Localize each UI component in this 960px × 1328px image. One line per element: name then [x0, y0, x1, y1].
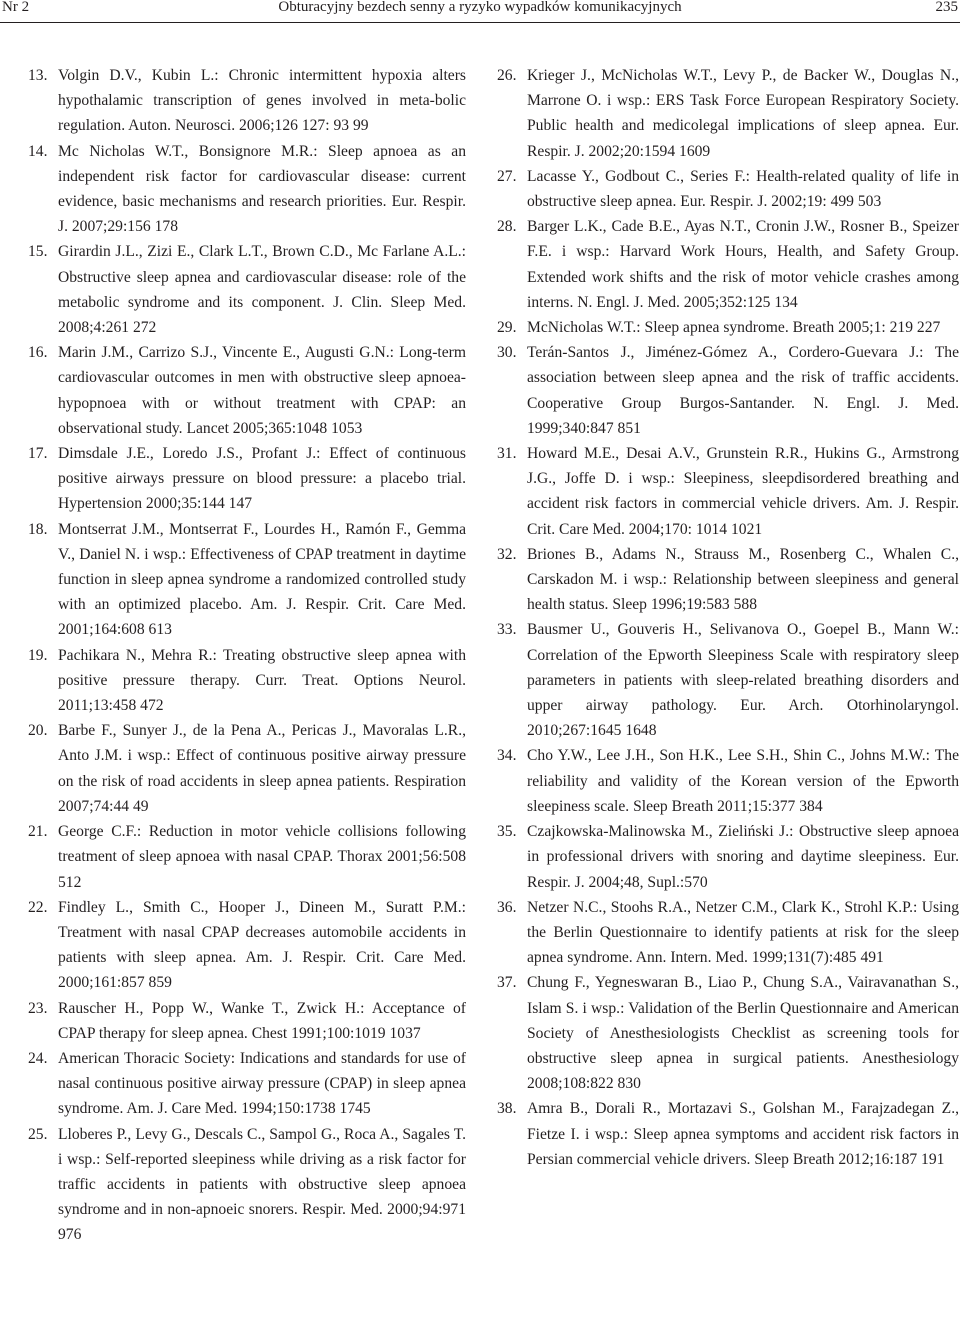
running-title: Obturacyjny bezdech senny a ryzyko wypadków komunikacyjnych	[278, 0, 682, 15]
reference-text: Terán-Santos J., Jiménez-Gómez A., Cordero-Guevara J.: The association between sleep apnea and the risk of traffic accidents. Cooperative Group Burgos-Santander. N. Engl. J. Med. 1999;340:847 851	[527, 344, 959, 437]
reference-item	[497, 164, 959, 214]
reference-number: 35.	[497, 823, 517, 841]
reference-text: Bausmer U., Gouveris H., Selivanova O., Goepel B., Mann W.: Correlation of the Epworth Sleepiness Scale with respiratory sleep parameters in patients with sleep-related breathing disorders and upper airway pathology. Eur. Arch. Otorhinolaryngol. 2010;267:1645 1648	[527, 621, 959, 740]
reference-number: 25.	[28, 1125, 48, 1143]
reference-number: 33.	[497, 621, 517, 639]
reference-number: 24.	[28, 1049, 48, 1067]
reference-text: Barger L.K., Cade B.E., Ayas N.T., Cronin J.W., Rosner B., Speizer F.E. i wsp.: Harvard Work Hours, Health, and Safety Group. Extended work shifts and the risk of motor vehicle crashes among interns. N. Engl. J. Med. 2005;352:125 134	[527, 218, 959, 311]
page-number: 235	[935, 0, 958, 15]
reference-number: 13.	[28, 67, 48, 84]
reference-text: Pachikara N., Mehra R.: Treating obstructive sleep apnea with positive pressure therapy. Curr. Treat. Options Neurol. 2011;13:458 472	[58, 646, 466, 715]
reference-item	[28, 441, 466, 517]
reference-text: Czajkowska-Malinowska M., Zieliński J.: Obstructive sleep apnoea in professional drivers with snoring and daytime sleepiness. Eur. Respir. J. 2004;48, Supl.:570	[527, 823, 959, 891]
reference-number: 30.	[497, 344, 517, 362]
reference-item	[497, 214, 959, 315]
reference-number: 28.	[497, 218, 517, 236]
reference-item	[28, 1046, 466, 1122]
reference-number: 34.	[497, 747, 517, 765]
reference-number: 32.	[497, 545, 517, 563]
reference-item	[497, 617, 959, 743]
reference-text: Dimsdale J.E., Loredo J.S., Profant J.: Effect of continuous positive airways pressure on blood pressure: a placebo trial. Hypertension 2000;35:144 147	[58, 445, 466, 513]
reference-item	[28, 895, 466, 996]
reference-item	[497, 970, 959, 1096]
reference-text: Cho Y.W., Lee J.H., Son H.K., Lee S.H., Shin C., Johns M.W.: The reliability and validity of the Korean version of the Epworth sleepiness scale. Sleep Breath 2011;15:377 384	[527, 747, 959, 815]
reference-item	[28, 996, 466, 1046]
reference-text: Montserrat J.M., Montserrat F., Lourdes H., Ramón F., Gemma V., Daniel N. i wsp.: Effectiveness of CPAP treatment in daytime function in sleep apnea syndrome a randomized controlled study with an optimized placebo. Am. J. Respir. Crit. Care Med. 2001;164:608 613	[58, 520, 466, 639]
reference-text: Amra B., Dorali R., Mortazavi S., Golshan M., Farajzadegan Z., Fietze I. i wsp.: Sleep apnea symptoms and accident risk factors in Persian commercial vehicle drivers. Sleep Breath 2012;16:187 191	[527, 1100, 959, 1168]
reference-text: Howard M.E., Desai A.V., Grunstein R.R., Hukins G., Armstrong J.G., Joffe D. i wsp.: Sleepiness, sleepdisordered breathing and accident risk factors in commercial vehicle drivers. Am. J. Respir. Crit. Care Med. 2004;170: 1014 1021	[527, 445, 959, 538]
reference-text: McNicholas W.T.: Sleep apnea syndrome. Breath 2005;1: 219 227	[527, 319, 941, 337]
reference-text: Chung F., Yegneswaran B., Liao P., Chung S.A., Vairavanathan S., Islam S. i wsp.: Validation of the Berlin Questionnaire and American Society of Anesthesiologists Checklist as screening tools for obstructive sleep apnea in surgical patients. Anesthesiology 2008;108:822 830	[527, 974, 959, 1093]
reference-item	[497, 1096, 959, 1172]
reference-text: Netzer N.C., Stoohs R.A., Netzer C.M., Clark K., Strohl K.P.: Using the Berlin Questionnaire to identify patients at risk for the sleep apnea syndrome. Ann. Intern. Med. 1999;131(7):485 491	[527, 898, 959, 967]
reference-item	[497, 743, 959, 819]
reference-item	[28, 643, 466, 719]
reference-text: Marin J.M., Carrizo S.J., Vincente E., Augusti G.N.: Long-term cardiovascular outcomes in men with obstructive sleep apnoea-hypopnoea with or without treatment with CPAP: an observational study. Lancet 2005;365:1048 1053	[58, 344, 466, 437]
reference-number: 21.	[28, 823, 48, 841]
reference-item	[28, 517, 466, 643]
reference-number: 19.	[28, 646, 48, 664]
reference-item	[497, 895, 959, 971]
page-header	[0, 0, 960, 23]
reference-text: George C.F.: Reduction in motor vehicle collisions following treatment of sleep apnoea with nasal CPAP. Thorax 2001;56:508 512	[58, 823, 466, 891]
reference-item	[28, 340, 466, 441]
reference-item	[497, 340, 959, 441]
reference-number: 38.	[497, 1100, 517, 1118]
reference-number: 26.	[497, 67, 517, 84]
reference-item	[497, 441, 959, 542]
reference-text: Rauscher H., Popp W., Wanke T., Zwick H.: Acceptance of CPAP therapy for sleep apnea. Chest 1991;100:1019 1037	[58, 999, 466, 1042]
reference-item	[497, 542, 959, 618]
reference-number: 18.	[28, 520, 48, 538]
reference-text: Lloberes P., Levy G., Descals C., Sampol G., Roca A., Sagales T. i wsp.: Self-reported sleepiness while driving as a risk factor for traffic accidents in patients with obstructive sleep apnoea syndrome and in non-apnoeic snorers. Respir. Med. 2000;94:971 976	[58, 1125, 466, 1244]
reference-number: 27.	[497, 167, 517, 185]
reference-text: Lacasse Y., Godbout C., Series F.: Health-related quality of life in obstructive sleep apnea. Eur. Respir. J. 2002;19: 499 503	[527, 167, 959, 211]
references-right-column	[497, 63, 959, 1172]
reference-item	[28, 63, 466, 139]
reference-text: Mc Nicholas W.T., Bonsignore M.R.: Sleep apnoea as an independent risk factor for cardiovascular disease: current evidence, basic mechanisms and research priorities. Eur. Respir. J. 2007;29:156 178	[58, 142, 466, 236]
reference-item	[497, 63, 959, 164]
reference-number: 23.	[28, 999, 48, 1017]
reference-text: Krieger J., McNicholas W.T., Levy P., de Backer W., Douglas N., Marrone O. i wsp.: ERS Task Force European Respiratory Society. Public health and medicolegal implications of sleep apnea. Eur. Respir. J. 2002;20:1594 1609	[527, 67, 959, 160]
reference-text: American Thoracic Society: Indications and standards for use of nasal continuous positive airway pressure (CPAP) in sleep apnea syndrome. Am. J. Care Med. 1994;150:1738 1745	[58, 1049, 466, 1118]
reference-number: 17.	[28, 445, 48, 463]
reference-number: 14.	[28, 142, 48, 160]
reference-number: 22.	[28, 898, 48, 916]
reference-number: 16.	[28, 344, 48, 362]
reference-number: 36.	[497, 898, 517, 916]
reference-number: 20.	[28, 722, 48, 740]
reference-text: Briones B., Adams N., Strauss M., Rosenberg C., Whalen C., Carskadon M. i wsp.: Relationship between sleepiness and general health status. Sleep 1996;19:583 588	[527, 545, 959, 614]
reference-number: 29.	[497, 319, 517, 337]
reference-number: 31.	[497, 445, 517, 463]
reference-item	[497, 819, 959, 895]
references-left-column	[28, 63, 466, 1248]
reference-item	[28, 239, 466, 340]
reference-text: Barbe F., Sunyer J., de la Pena A., Pericas J., Mavoralas L.R., Anto J.M. i wsp.: Effect of continuous positive airway pressure on the risk of road accidents in sleep apnea patients. Respiration 2007;74:44 49	[58, 722, 466, 815]
reference-item	[28, 1122, 466, 1248]
reference-number: 37.	[497, 974, 517, 992]
reference-text: Girardin J.L., Zizi E., Clark L.T., Brown C.D., Mc Farlane A.L.: Obstructive sleep apnea and cardiovascular disease: role of the metabolic syndrome and its component. J. Clin. Sleep Med. 2008;4:261 272	[58, 243, 466, 337]
reference-item	[28, 718, 466, 819]
reference-item	[28, 819, 466, 895]
reference-number: 15.	[28, 243, 48, 261]
reference-item	[28, 139, 466, 240]
reference-text: Volgin D.V., Kubin L.: Chronic intermittent hypoxia alters hypothalamic transcription of genes involved in meta-bolic regulation. Auton. Neurosci. 2006;126 127: 93 99	[58, 67, 466, 135]
journal-issue: Nr 2	[2, 0, 30, 15]
reference-text: Findley L., Smith C., Hooper J., Dineen M., Suratt P.M.: Treatment with nasal CPAP decreases automobile accidents in patients with sleep apnea. Am. J. Respir. Crit. Care Med. 2000;161:857 859	[58, 898, 466, 992]
reference-item	[497, 315, 959, 340]
